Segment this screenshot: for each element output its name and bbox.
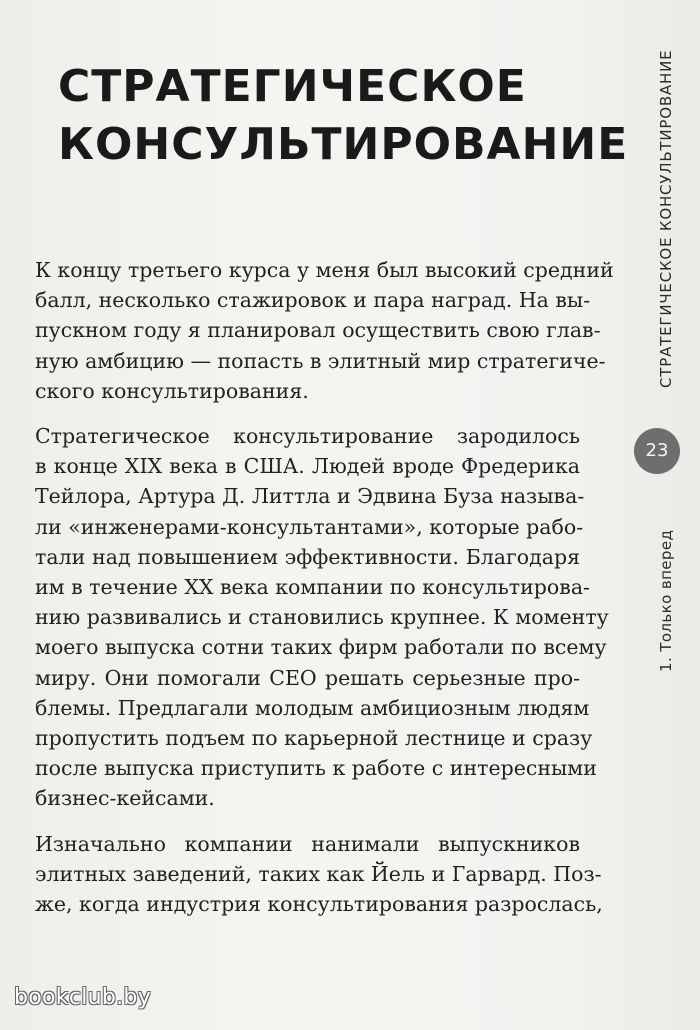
running-title: СТРАТЕГИЧЕСКОЕ КОНСУЛЬТИРОВАНИЕ [657, 49, 675, 388]
paragraph-1 [35, 255, 614, 406]
text-line: ли «инженерами-консультантами», которые рабо- [35, 514, 584, 539]
text-line: К концу третьего курса у меня был высокий средний [35, 258, 614, 282]
text-line: пропустить подъем по карьерной лестнице и сразу [35, 726, 593, 751]
text-line: же, когда индустрия консультирования разрослась, [35, 892, 603, 917]
text-line: ную амбицию — попасть в элитный мир стратегиче- [35, 348, 606, 373]
watermark: bookclub.by [14, 985, 152, 1010]
section-title-line-1: СТРАТЕГИЧЕСКОЕ [58, 61, 527, 112]
text-line: миру. Они помогали CEO решать серьезные про- [35, 665, 580, 690]
text-line: в конце XIX века в США. Людей вроде Фредерика [35, 454, 580, 479]
text-line: Изначально компании нанимали выпускников [35, 831, 580, 856]
chapter-label: 1. Только вперед [657, 529, 675, 672]
text-line: блемы. Предлагали молодым амбициозным людям [35, 695, 590, 720]
text-line: бизнес-кейсами. [35, 786, 215, 811]
text-line: ского консультирования. [35, 378, 309, 403]
body-text [35, 255, 614, 934]
text-line: Стратегическое консультирование зародилось [35, 424, 580, 449]
text-line: нию развивались и становились крупнее. К моменту [35, 605, 609, 630]
paragraph-3 [35, 829, 603, 920]
text-line: после выпуска приступить к работе с интересными [35, 756, 597, 781]
text-line: им в течение XX века компании по консультирова- [35, 575, 590, 600]
text-line: элитных заведений, таких как Йель и Гарвард. Поз- [35, 861, 602, 886]
text-line: тали над повышением эффективности. Благодаря [35, 544, 580, 569]
text-line: Тейлора, Артура Д. Литтла и Эдвина Буза называ- [35, 484, 585, 509]
paragraph-2 [35, 421, 609, 814]
page-number-badge: 23 [634, 428, 680, 474]
text-line: пускном году я планировал осуществить свою глав- [35, 318, 601, 343]
text-line: моего выпуска сотни таких фирм работали по всему [35, 635, 607, 660]
text-line: балл, несколько стажировок и пара наград. На вы- [35, 288, 591, 313]
section-title [58, 58, 629, 174]
section-title-line-2: КОНСУЛЬТИРОВАНИЕ [58, 119, 629, 170]
